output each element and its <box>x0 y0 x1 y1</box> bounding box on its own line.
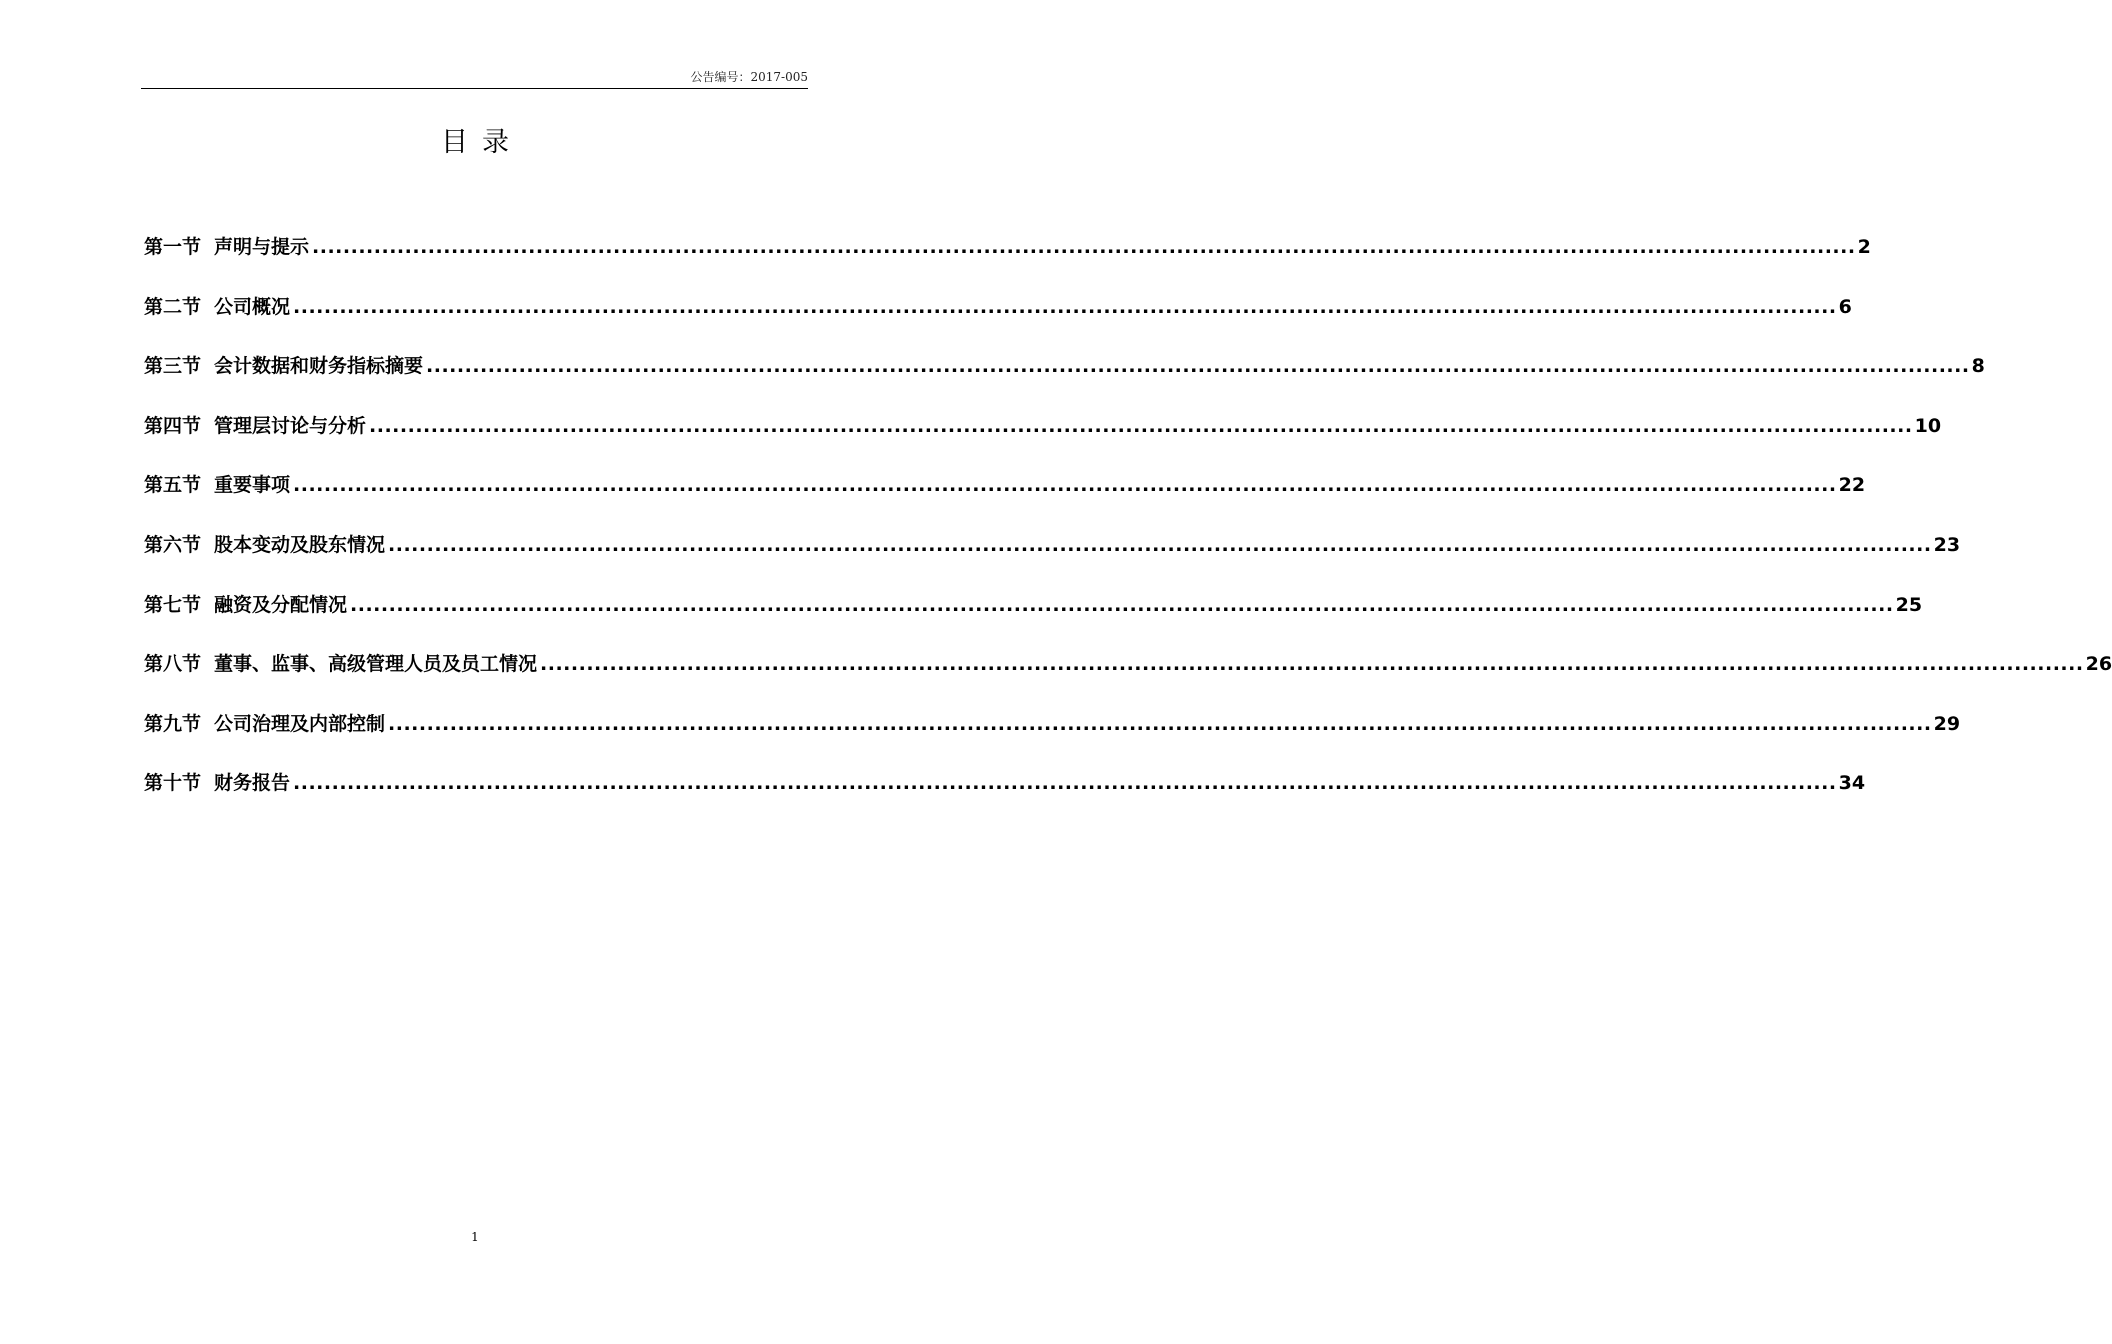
toc-page-number: 22 <box>1838 474 1866 497</box>
toc-leader-dots: ........................................................................................................................................................................................................ <box>293 772 1837 795</box>
toc-title: 公司治理及内部控制 <box>214 712 386 735</box>
toc-entry-1[interactable] <box>144 232 1871 292</box>
toc-leader-dots: ........................................................................................................................................................................................................ <box>426 355 1970 378</box>
notice-number: 公告编号：2017-005 <box>690 70 808 84</box>
toc-title: 管理层讨论与分析 <box>214 414 367 437</box>
toc-leader-dots: ........................................................................................................................................................................................................ <box>388 712 1932 735</box>
toc-leader-dots: ........................................................................................................................................................................................................ <box>293 295 1837 318</box>
toc-entry-4[interactable] <box>144 411 1942 471</box>
table-of-contents <box>144 232 2112 828</box>
toc-page-number: 6 <box>1838 295 1852 318</box>
toc-leader-dots: ........................................................................................................................................................................................................ <box>350 593 1894 616</box>
page-number: 1 <box>471 1230 479 1244</box>
toc-page-number: 8 <box>1971 355 1985 378</box>
toc-section-label: 第十节 <box>144 772 202 795</box>
toc-section-label: 第一节 <box>144 236 202 258</box>
toc-entry-6[interactable] <box>144 530 1961 590</box>
toc-section-label: 第三节 <box>144 355 202 378</box>
toc-title: 股本变动及股东情况 <box>214 533 386 556</box>
toc-title: 会计数据和财务指标摘要 <box>214 355 424 378</box>
toc-title: 董事、监事、高级管理人员及员工情况 <box>214 653 538 676</box>
toc-leader-dots: ........................................................................................................................................................................................................ <box>293 474 1837 497</box>
toc-leader-dots: ........................................................................................................................................................................................................ <box>312 236 1856 258</box>
toc-page-number: 29 <box>1933 712 1961 735</box>
toc-leader-dots: ........................................................................................................................................................................................................ <box>369 414 1913 437</box>
toc-section-label: 第五节 <box>144 474 202 497</box>
toc-entry-5[interactable] <box>144 470 1866 530</box>
toc-title: 公司概况 <box>214 295 291 318</box>
toc-page-number: 26 <box>2085 653 2112 676</box>
toc-title: 重要事项 <box>214 474 291 497</box>
toc-title: 财务报告 <box>214 772 291 795</box>
toc-title: 融资及分配情况 <box>214 593 348 616</box>
toc-entry-7[interactable] <box>144 590 1923 650</box>
toc-page-number: 34 <box>1838 772 1866 795</box>
toc-section-label: 第六节 <box>144 533 202 556</box>
toc-section-label: 第四节 <box>144 414 202 437</box>
toc-section-label: 第二节 <box>144 295 202 318</box>
toc-entry-9[interactable] <box>144 709 1961 769</box>
toc-entry-3[interactable] <box>144 351 1985 411</box>
toc-entry-10[interactable] <box>144 768 1866 828</box>
toc-entry-2[interactable] <box>144 292 1852 352</box>
toc-section-label: 第八节 <box>144 653 202 676</box>
toc-page-number: 10 <box>1914 414 1942 437</box>
toc-leader-dots: ........................................................................................................................................................................................................ <box>540 653 2084 676</box>
toc-section-label: 第七节 <box>144 593 202 616</box>
toc-entry-8[interactable] <box>144 649 2112 709</box>
page-title: 目录 <box>441 127 523 158</box>
toc-section-label: 第九节 <box>144 712 202 735</box>
toc-leader-dots: ........................................................................................................................................................................................................ <box>388 533 1932 556</box>
toc-title: 声明与提示 <box>214 236 310 258</box>
toc-page-number: 2 <box>1857 236 1871 258</box>
header-divider <box>141 88 808 89</box>
toc-page-number: 23 <box>1933 533 1961 556</box>
toc-page-number: 25 <box>1895 593 1923 616</box>
